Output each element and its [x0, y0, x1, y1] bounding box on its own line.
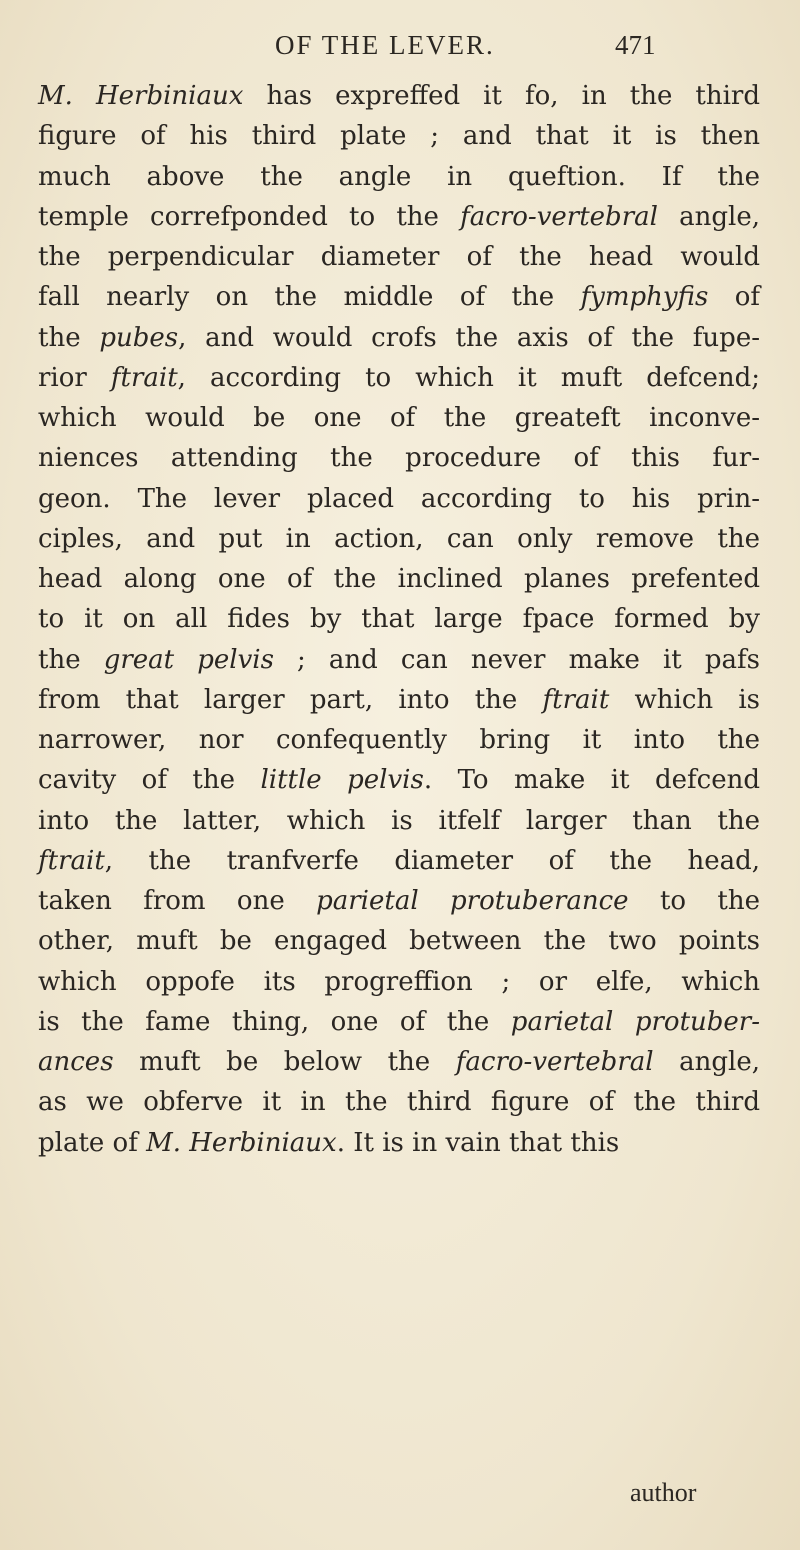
text-line [38, 1002, 760, 1042]
text-line [38, 479, 760, 519]
text-segment: figure of his third plate ; and that it is then [38, 121, 760, 152]
italic-term: great pelvis [103, 644, 274, 675]
text-segment: narrower, nor confequently bring it into the [38, 725, 760, 755]
text-segment: other, muft be engaged between the two points [38, 926, 760, 957]
text-line [38, 962, 760, 1002]
text-line [38, 640, 760, 680]
running-title: OF THE LEVER. [275, 30, 495, 60]
text-line [38, 116, 760, 156]
text-segment: to the [628, 886, 760, 916]
text-segment: temple correfponded to the [38, 201, 461, 232]
text-segment: has expreffed it fo, in the third [243, 81, 760, 111]
text-segment: the [38, 644, 104, 675]
text-line [38, 801, 760, 841]
italic-term: facro-vertebral [455, 1047, 654, 1077]
text-segment: . To make it defcend [423, 765, 760, 796]
text-line [38, 1042, 760, 1082]
text-segment: angle, [657, 201, 761, 232]
text-segment: which is [609, 684, 761, 715]
text-line [38, 1082, 760, 1122]
italic-term: ftrait [542, 684, 610, 715]
text-segment: , the tranfverfe diameter of the head, [104, 845, 760, 876]
text-segment: as we obferve it in the third figure of the third [38, 1087, 760, 1118]
italic-term: parietal protuber- [510, 1006, 761, 1037]
text-segment: angle, [653, 1047, 760, 1077]
text-segment: is the fame thing, one of the [38, 1006, 511, 1037]
text-segment: ; and can never make it pafs [273, 644, 760, 675]
text-segment: geon. The lever placed according to his prin- [38, 483, 760, 514]
text-line [38, 921, 760, 961]
page-number: 471 [615, 30, 656, 60]
text-segment: . It is in vain that this [336, 1127, 620, 1158]
text-line [38, 438, 760, 478]
text-line [38, 841, 760, 881]
text-segment: of [708, 282, 760, 313]
italic-term: fymphyfis [580, 282, 709, 313]
text-line [38, 197, 760, 237]
catchword: author [630, 1478, 697, 1507]
text-segment: which would be one of the greateft inconve- [38, 403, 760, 433]
text-line [38, 277, 760, 317]
text-segment: taken from one [38, 886, 317, 916]
text-segment: which oppofe its progreffion ; or elfe, which [38, 966, 760, 997]
italic-term: parietal protuberance [316, 886, 629, 916]
text-segment: , and would crofs the axis of the fupe- [178, 322, 760, 353]
text-segment: niences attending the procedure of this fur- [38, 443, 760, 474]
text-line [38, 881, 760, 921]
running-head [0, 30, 800, 70]
text-line [38, 680, 760, 720]
text-segment: , according to which it muft defcend; [177, 362, 760, 393]
text-line [38, 1123, 760, 1163]
text-line [38, 76, 760, 116]
text-segment: into the latter, which is itfelf larger than the [38, 805, 760, 836]
text-line [38, 318, 760, 358]
text-segment: muft be below the [113, 1047, 456, 1077]
italic-term: M. Herbiniaux [146, 1127, 337, 1158]
text-line [38, 760, 760, 800]
text-segment: ciples, and put in action, can only remove the [38, 523, 760, 554]
text-segment: plate of [38, 1127, 147, 1158]
text-line [38, 157, 760, 197]
text-line [38, 720, 760, 760]
italic-term: ftrait [110, 362, 178, 393]
italic-term: ftrait [38, 845, 105, 876]
body-text [38, 76, 760, 1163]
italic-term: M. Herbiniaux [38, 81, 244, 111]
text-segment: rior [38, 362, 111, 393]
italic-term: pubes [99, 322, 179, 353]
text-segment: to it on all fides by that large fpace formed by [38, 604, 760, 635]
text-line [38, 237, 760, 277]
text-segment: head along one of the inclined planes prefented [38, 564, 760, 594]
text-segment: much above the angle in queftion. If the [38, 161, 760, 192]
italic-term: little pelvis [260, 765, 424, 796]
text-segment: fall nearly on the middle of the [38, 282, 581, 313]
text-line [38, 398, 760, 438]
text-segment: cavity of the [38, 765, 261, 796]
italic-term: ances [38, 1047, 114, 1077]
text-segment: the perpendicular diameter of the head would [38, 242, 760, 272]
text-segment: from that larger part, into the [38, 684, 543, 715]
text-line [38, 599, 760, 639]
text-line [38, 358, 760, 398]
italic-term: facro-vertebral [460, 201, 658, 232]
text-line [38, 559, 760, 599]
text-segment: the [38, 322, 100, 353]
text-line [38, 519, 760, 559]
